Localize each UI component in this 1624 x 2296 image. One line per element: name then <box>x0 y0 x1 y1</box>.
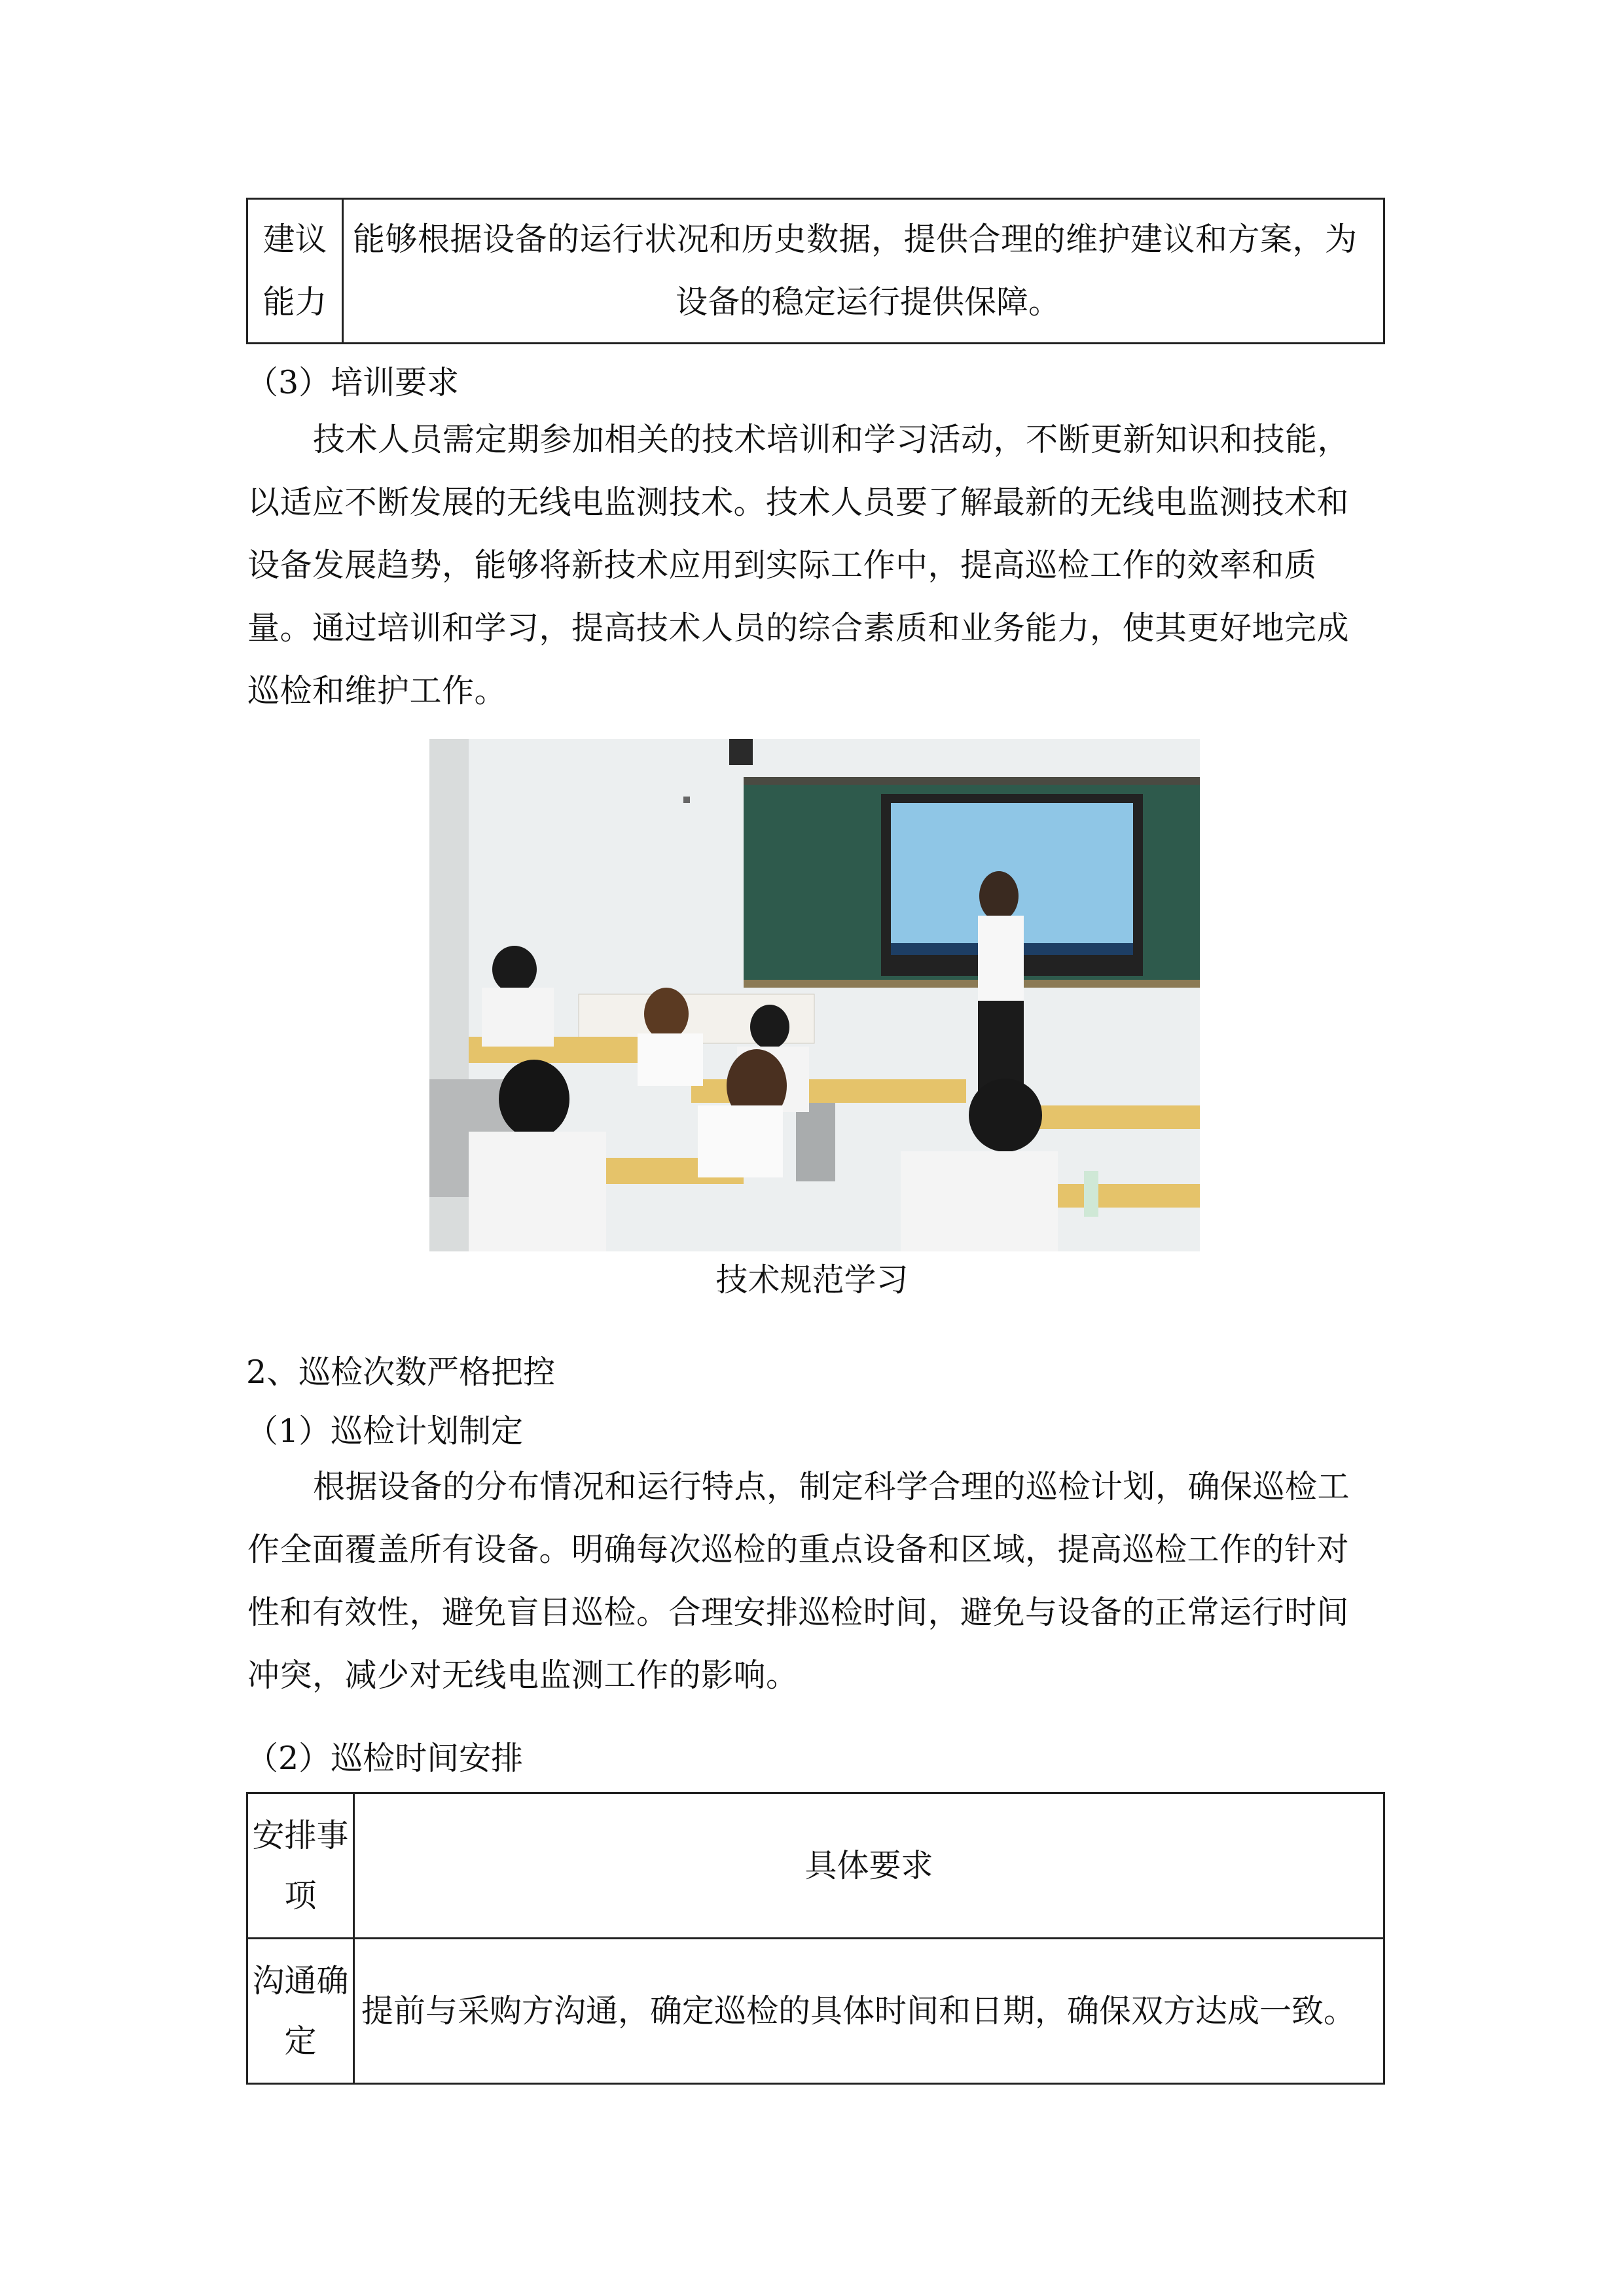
paragraph-line: 根据设备的分布情况和运行特点，制定科学合理的巡检计划，确保巡检工 <box>313 1468 1350 1505</box>
label-line: 定 <box>284 2022 317 2060</box>
table-row-content <box>343 199 1384 344</box>
paragraph-line: 技术人员需定期参加相关的技术培训和学习活动，不断更新知识和技能， <box>313 421 1350 458</box>
table-header-content: 具体要求 <box>354 1793 1384 1939</box>
training-photo <box>429 739 1200 1251</box>
paragraph-line: 作全面覆盖所有设备。明确每次巡检的重点设备和区域，提高巡检工作的针对 <box>247 1531 1350 1568</box>
paragraph-line: 以适应不断发展的无线电监测技术。技术人员要了解最新的无线电监测技术和 <box>247 484 1350 521</box>
content-line: 能够根据设备的运行状况和历史数据，提供合理的维护建议和方案，为 <box>353 221 1358 258</box>
classroom-illustration <box>429 739 1200 1251</box>
label-line: 项 <box>284 1876 317 1914</box>
plan-heading: （1）巡检计划制定 <box>246 1412 524 1450</box>
paragraph-line: 设备发展趋势，能够将新技术应用到实际工作中，提高巡检工作的效率和质 <box>247 547 1317 584</box>
label-line: 沟通确 <box>252 1962 349 2000</box>
capability-table <box>246 198 1385 344</box>
schedule-table <box>246 1792 1385 2085</box>
figure-caption: 技术规范学习 <box>715 1261 909 1299</box>
training-heading: （3）培训要求 <box>246 364 460 401</box>
table-row <box>247 1939 1384 2084</box>
schedule-heading: （2）巡检时间安排 <box>246 1740 524 1777</box>
table-header-row <box>247 1793 1384 1939</box>
table-row-label <box>247 199 343 344</box>
plan-paragraph <box>247 1456 1390 1707</box>
paragraph-line: 量。通过培训和学习，提高技术人员的综合素质和业务能力，使其更好地完成 <box>247 609 1350 647</box>
table-row-label <box>247 1939 354 2084</box>
label-line: 建议 <box>262 221 327 258</box>
paragraph-line: 巡检和维护工作。 <box>247 672 507 709</box>
table-row <box>247 199 1384 344</box>
table-header-label <box>247 1793 354 1939</box>
section2-heading: 2、巡检次数严格把控 <box>246 1354 556 1391</box>
label-line: 安排事 <box>252 1816 349 1854</box>
training-paragraph <box>247 408 1390 723</box>
label-line: 能力 <box>262 283 327 321</box>
paragraph-line: 冲突，减少对无线电监测工作的影响。 <box>247 1657 799 1694</box>
table-row-content: 提前与采购方沟通，确定巡检的具体时间和日期，确保双方达成一致。 <box>354 1939 1384 2084</box>
paragraph-line: 性和有效性，避免盲目巡检。合理安排巡检时间，避免与设备的正常运行时间 <box>247 1594 1350 1631</box>
content-line: 设备的稳定运行提供保障。 <box>675 283 1060 321</box>
